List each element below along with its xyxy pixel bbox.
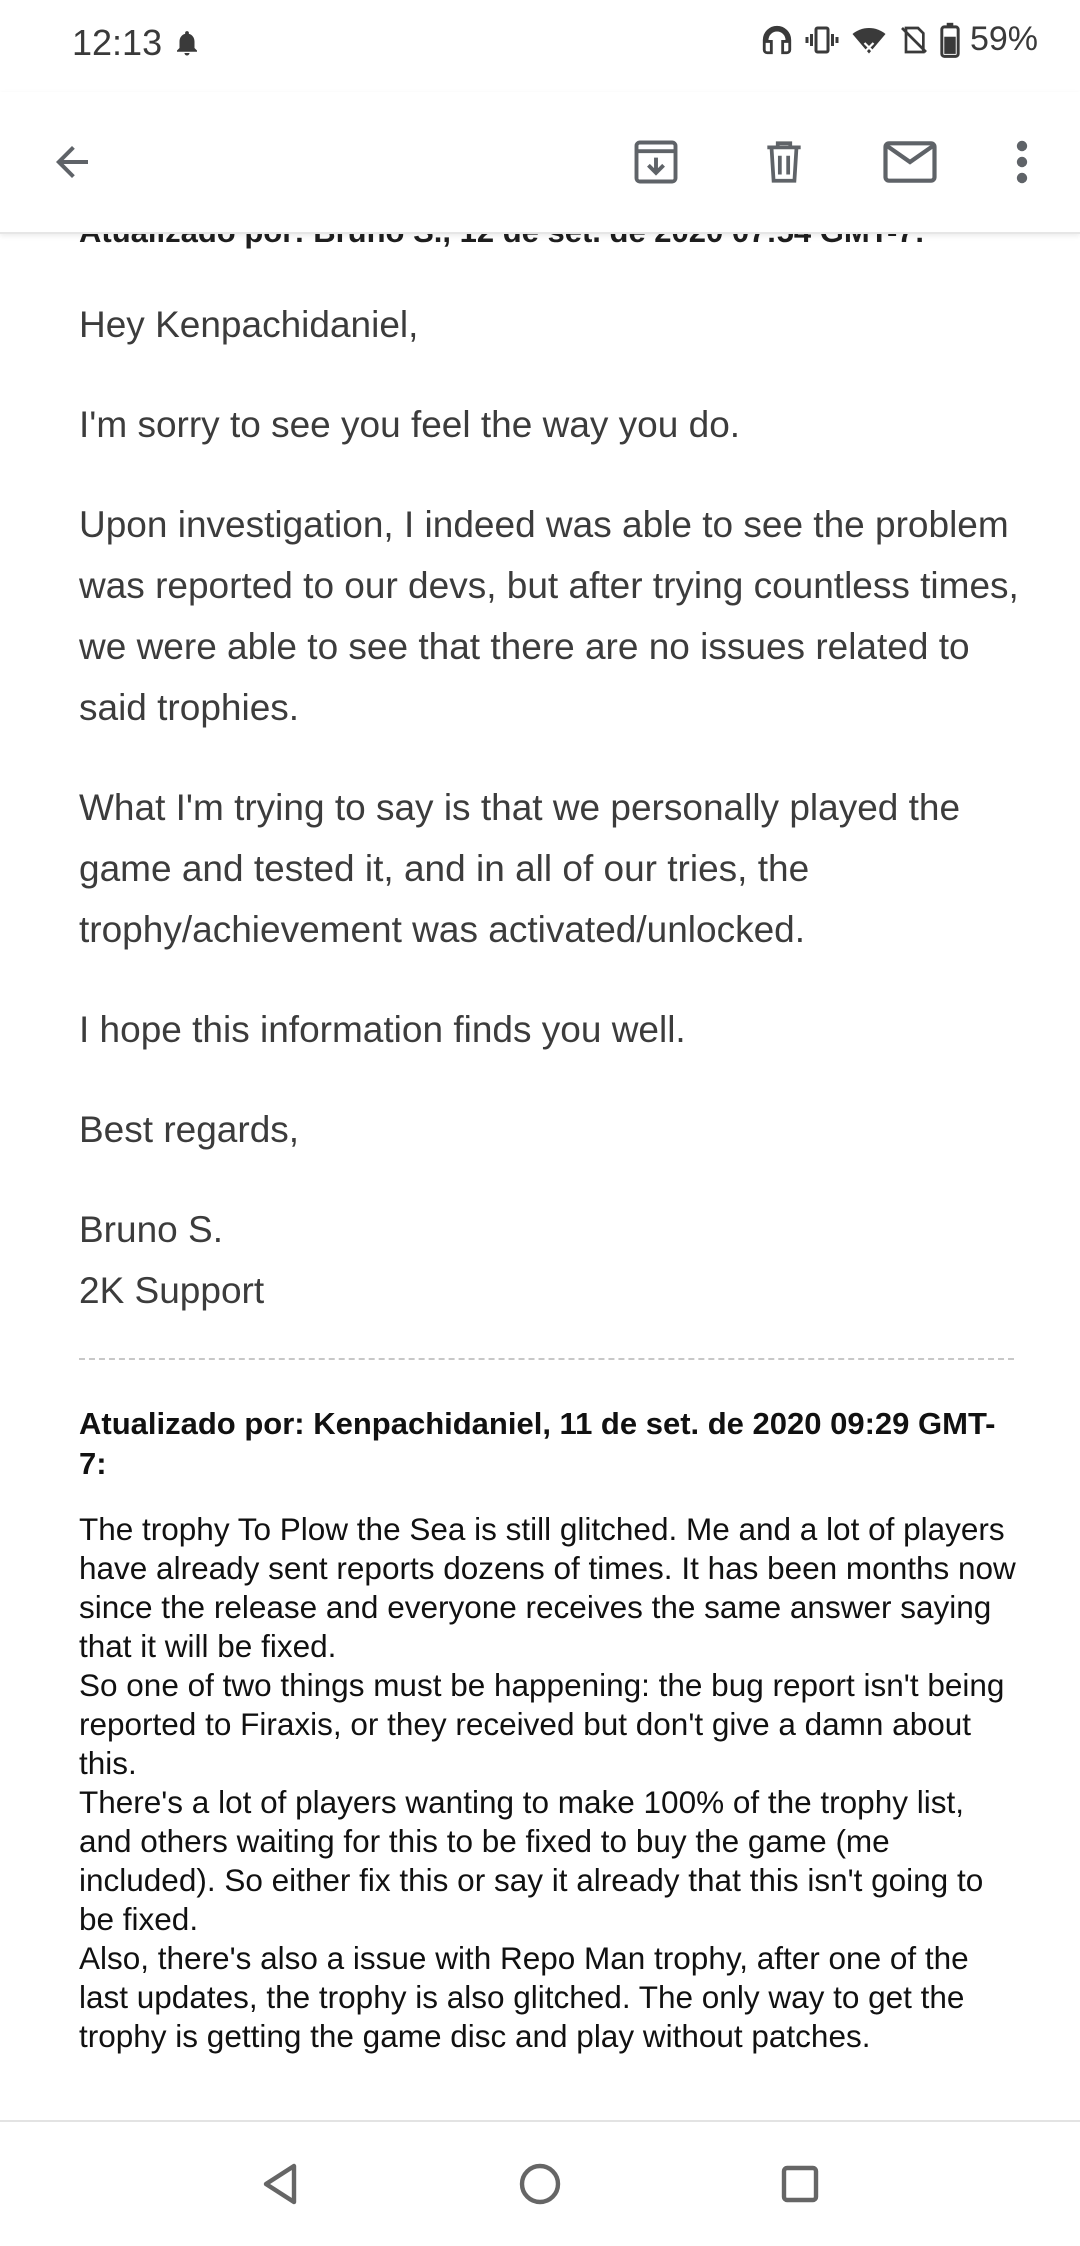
nav-home-button[interactable] <box>508 2152 572 2216</box>
paragraph: Also, there's also a issue with Repo Man trophy, after one of the last updates, the trophy is also glitched. The only way to get the trophy is getting the game disc and play without patches. <box>79 1940 969 2054</box>
paragraph: There's a lot of players wanting to make 100% of the trophy list, and others waiting for this to be fixed to buy the game (me included). So either fix this or say it already that this isn't going to be fixed. <box>79 1784 984 1937</box>
notification-bell-icon <box>172 27 202 59</box>
nav-back-button[interactable] <box>248 2152 312 2216</box>
paragraph: I'm sorry to see you feel the way you do. <box>79 404 741 445</box>
wifi-icon <box>850 22 888 58</box>
battery-icon <box>940 22 960 58</box>
status-bar <box>0 0 1080 92</box>
status-time-wrap <box>72 22 202 64</box>
paragraph: I hope this information finds you well. <box>79 1009 686 1050</box>
status-icons <box>760 20 1038 59</box>
nav-recents-icon <box>780 2164 820 2204</box>
closing: Best regards, <box>79 1109 300 1150</box>
mark-unread-button[interactable] <box>878 130 942 194</box>
headphones-icon <box>760 22 794 58</box>
message-divider <box>79 1358 1014 1360</box>
delete-button[interactable] <box>752 130 816 194</box>
more-vert-icon <box>1012 138 1032 186</box>
vibrate-icon <box>804 22 840 58</box>
back-arrow-icon <box>48 138 96 186</box>
more-options-button[interactable] <box>990 130 1054 194</box>
back-button[interactable] <box>40 130 104 194</box>
status-time: 12:13 <box>72 22 163 63</box>
paragraph: What I'm trying to say is that we personally played the game and tested it, and in all of our tries, the trophy/achievement was activated/unlocked. <box>79 787 961 950</box>
signature-team: 2K Support <box>79 1270 265 1311</box>
archive-button[interactable] <box>624 130 688 194</box>
message-body <box>79 1510 1024 2056</box>
paragraph: The trophy To Plow the Sea is still glitched. Me and a lot of players have already sent reports dozens of times. It has been months now since the release and everyone receives the same answer saying that it will be fixed. <box>79 1511 1016 1664</box>
system-nav-bar <box>0 2120 1080 2246</box>
mail-icon <box>882 138 938 186</box>
message-body <box>79 294 1019 1360</box>
paragraph: Upon investigation, I indeed was able to see the problem was reported to our devs, but after trying countless times, we were able to see that there are no issues related to said trophies. <box>79 504 1019 728</box>
archive-icon <box>630 136 682 188</box>
message-header: Atualizado por: Kenpachidaniel, 11 de set. de 2020 09:29 GMT-7: <box>79 1406 996 1481</box>
email-toolbar <box>0 92 1080 234</box>
signature-name: Bruno S. <box>79 1209 223 1250</box>
nav-home-icon <box>518 2162 562 2206</box>
paragraph: So one of two things must be happening: the bug report isn't being reported to Firaxis, or they received but don't give a damn about this. <box>79 1667 1005 1781</box>
email-content[interactable] <box>0 234 1080 2120</box>
battery-percent: 59% <box>969 20 1038 58</box>
greeting: Hey Kenpachidaniel, <box>79 304 419 345</box>
trash-icon <box>759 136 809 188</box>
nav-recents-button[interactable] <box>768 2152 832 2216</box>
nav-back-icon <box>260 2162 300 2206</box>
no-sim-icon <box>898 22 930 58</box>
